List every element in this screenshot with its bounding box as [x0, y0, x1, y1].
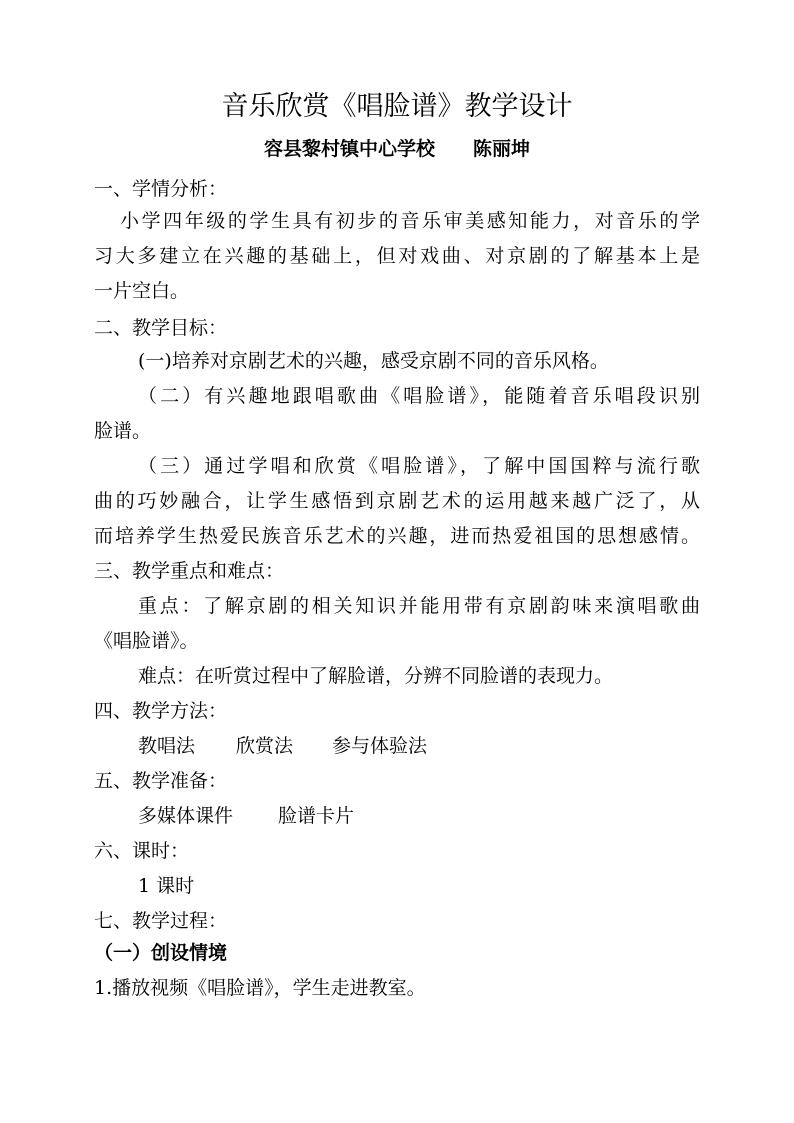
- heading-process: 七、教学过程：: [94, 910, 228, 932]
- para-line: 一片空白。: [94, 280, 190, 302]
- lesson-count: 1 课时: [138, 875, 195, 897]
- method-appreciation: 欣赏法: [236, 735, 294, 757]
- page-title: 音乐欣赏《唱脸谱》教学设计: [221, 91, 573, 122]
- objective-3-cont: 而培养学生热爱民族音乐艺术的兴趣，进而热爱祖国的思想感情。: [94, 525, 700, 547]
- para-line: 习大多建立在兴趣的基础上，但对戏曲、对京剧的了解基本上是: [94, 245, 700, 267]
- heading-lessons: 六、课时：: [94, 840, 190, 862]
- heading-methods: 四、教学方法：: [94, 700, 228, 722]
- objective-3: （三）通过学唱和欣赏《唱脸谱》，了解中国国粹与流行歌: [138, 455, 700, 477]
- process-step: 1.播放视频《唱脸谱》，学生走进教室。: [94, 977, 426, 999]
- key-point: 重点：了解京剧的相关知识并能用带有京剧韵味来演唱歌曲: [138, 595, 700, 617]
- method-teaching: 教唱法: [138, 735, 196, 757]
- process-subheading: （一）创设情境: [94, 942, 228, 964]
- prep-cards: 脸谱卡片: [278, 805, 355, 827]
- author-name: 陈丽坤: [473, 138, 531, 160]
- school-name: 容县黎村镇中心学校: [263, 138, 435, 160]
- heading-keypoints: 三、教学重点和难点：: [94, 560, 285, 582]
- objective-1: (一)培养对京剧艺术的兴趣，感受京剧不同的音乐风格。: [138, 350, 609, 372]
- prep-multimedia: 多媒体课件: [138, 805, 234, 827]
- author-line: [0, 137, 794, 161]
- method-participation: 参与体验法: [332, 735, 428, 757]
- heading-objectives: 二、教学目标：: [94, 317, 228, 339]
- heading-situation: 一、学情分析：: [94, 178, 228, 200]
- objective-2: （二）有兴趣地跟唱歌曲《唱脸谱》，能随着音乐唱段识别: [138, 385, 700, 407]
- heading-preparation: 五、教学准备：: [94, 770, 228, 792]
- objective-2-cont: 脸谱。: [94, 420, 152, 442]
- para-line: 小学四年级的学生具有初步的音乐审美感知能力，对音乐的学: [120, 210, 700, 232]
- objective-3-cont: 曲的巧妙融合，让学生感悟到京剧艺术的运用越来越广泛了，从: [94, 490, 700, 512]
- key-point-cont: 《唱脸谱》。: [94, 630, 199, 652]
- difficult-point: 难点：在听赏过程中了解脸谱，分辨不同脸谱的表现力。: [138, 665, 614, 687]
